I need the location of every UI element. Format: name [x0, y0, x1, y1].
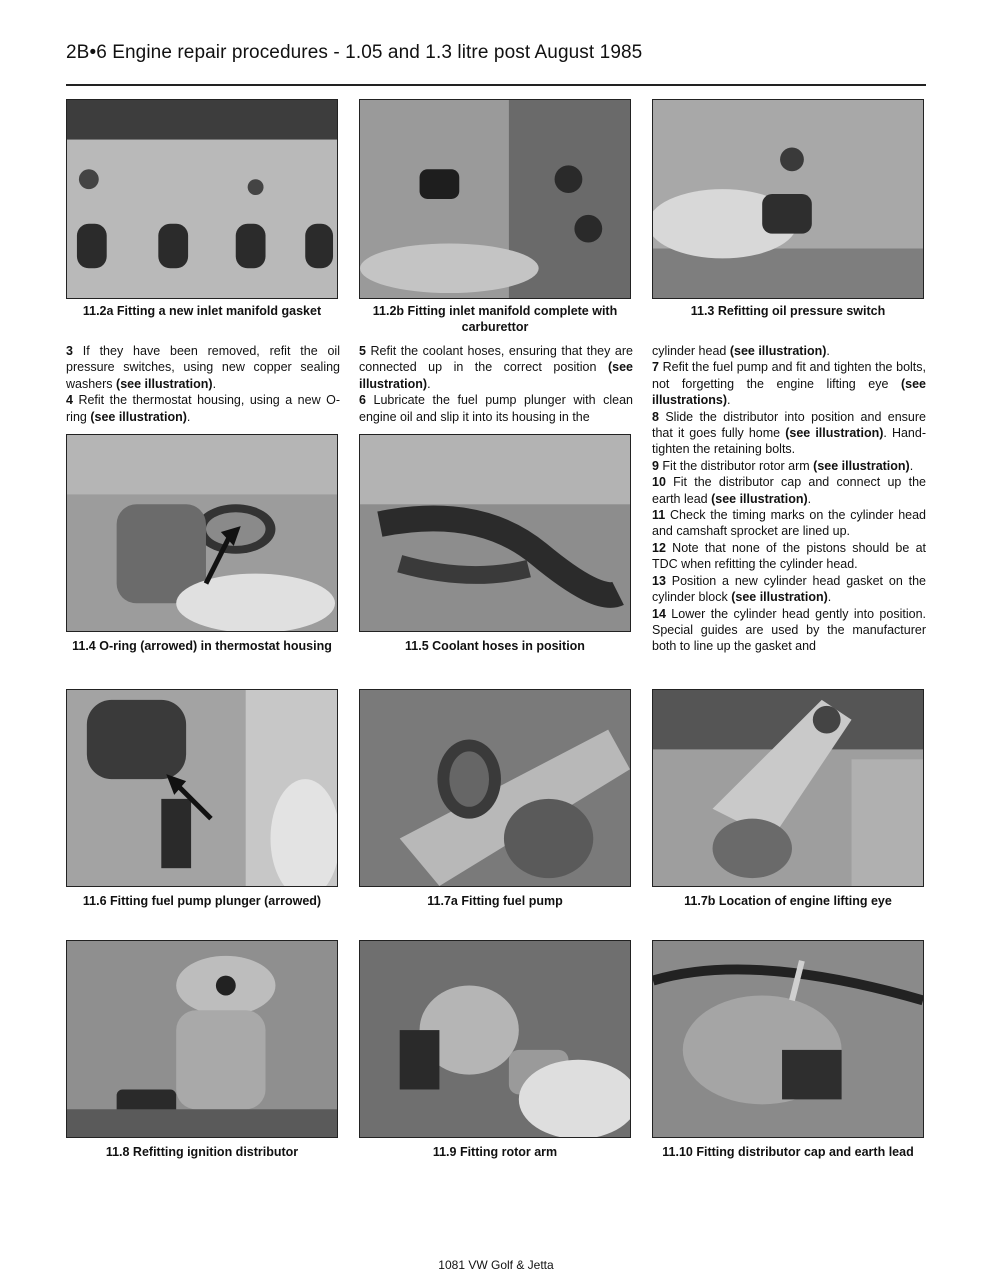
- caption-11-5: 11.5 Coolant hoses in position: [405, 639, 585, 653]
- photo-distributor-cap: [652, 940, 924, 1138]
- paragraph-10: 10 Fit the distributor cap and connect up the earth lead (see illustration).: [652, 475, 926, 506]
- page-footer: 1081 VW Golf & Jetta: [438, 1258, 554, 1272]
- photo-fuel-pump-plunger: [66, 689, 338, 887]
- text-column-1: [66, 343, 340, 425]
- photo-ignition-distributor: [66, 940, 338, 1138]
- paragraph-12: 12 Note that none of the pistons should be at TDC when refitting the cylinder head.: [652, 540, 926, 572]
- caption-11-2a: 11.2a Fitting a new inlet manifold gasket: [82, 304, 322, 318]
- header-rule: [66, 84, 926, 86]
- caption-11-10: 11.10 Fitting distributor cap and earth lead: [662, 1145, 914, 1159]
- caption-11-2b: 11.2b Fitting inlet manifold complete with carburettor: [372, 304, 618, 334]
- page-title: 2B•6 Engine repair procedures - 1.05 and 1.3 litre post August 1985: [66, 42, 643, 63]
- paragraph-13: 13 Position a new cylinder head gasket on the cylinder block (see illustration).: [652, 573, 926, 605]
- caption-11-4: 11.4 O-ring (arrowed) in thermostat housing: [72, 639, 332, 653]
- paragraph-14: 14 Lower the cylinder head gently into position. Special guides are used by the manufacturer both to line up the gasket and: [652, 606, 926, 654]
- paragraph-3: 3 If they have been removed, refit the oil pressure switches, using new copper sealing washers (see illustration).: [66, 344, 340, 391]
- caption-11-7a: 11.7a Fitting fuel pump: [427, 894, 563, 908]
- caption-11-6: 11.6 Fitting fuel pump plunger (arrowed): [82, 894, 322, 908]
- paragraph-8: 8 Slide the distributor into position and ensure that it goes fully home (see illustration). Hand-tighten the retaining bolts.: [652, 409, 926, 457]
- paragraph-6-continued: cylinder head (see illustration).: [652, 344, 830, 358]
- caption-11-9: 11.9 Fitting rotor arm: [432, 1145, 558, 1159]
- photo-inlet-manifold-carburettor: [359, 99, 631, 299]
- paragraph-7: 7 Refit the fuel pump and fit and tighten the bolts, not forgetting the engine lifting eye (see illustrations).: [652, 360, 926, 408]
- paragraph-9: 9 Fit the distributor rotor arm (see illustration).: [652, 458, 914, 473]
- photo-rotor-arm: [359, 940, 631, 1138]
- paragraph-6: 6 Lubricate the fuel pump plunger with clean engine oil and slip it into its housing in the: [359, 393, 633, 424]
- photo-oil-pressure-switch: [652, 99, 924, 299]
- text-column-2: [359, 343, 633, 425]
- caption-11-3: 11.3 Refitting oil pressure switch: [690, 304, 886, 318]
- photo-coolant-hoses: [359, 434, 631, 632]
- caption-11-8: 11.8 Refitting ignition distributor: [105, 1145, 299, 1159]
- caption-11-7b: 11.7b Location of engine lifting eye: [684, 894, 892, 908]
- paragraph-11: 11 Check the timing marks on the cylinder head and camshaft sprocket are lined up.: [652, 508, 926, 539]
- photo-engine-lifting-eye: [652, 689, 924, 887]
- text-column-3: [652, 343, 926, 655]
- paragraph-5: 5 Refit the coolant hoses, ensuring that they are connected up in the correct position (see illustration).: [359, 344, 633, 391]
- photo-fuel-pump: [359, 689, 631, 887]
- photo-inlet-manifold-gasket: [66, 99, 338, 299]
- photo-thermostat-o-ring: [66, 434, 338, 632]
- paragraph-4: 4 Refit the thermostat housing, using a new O-ring (see illustration).: [66, 393, 340, 424]
